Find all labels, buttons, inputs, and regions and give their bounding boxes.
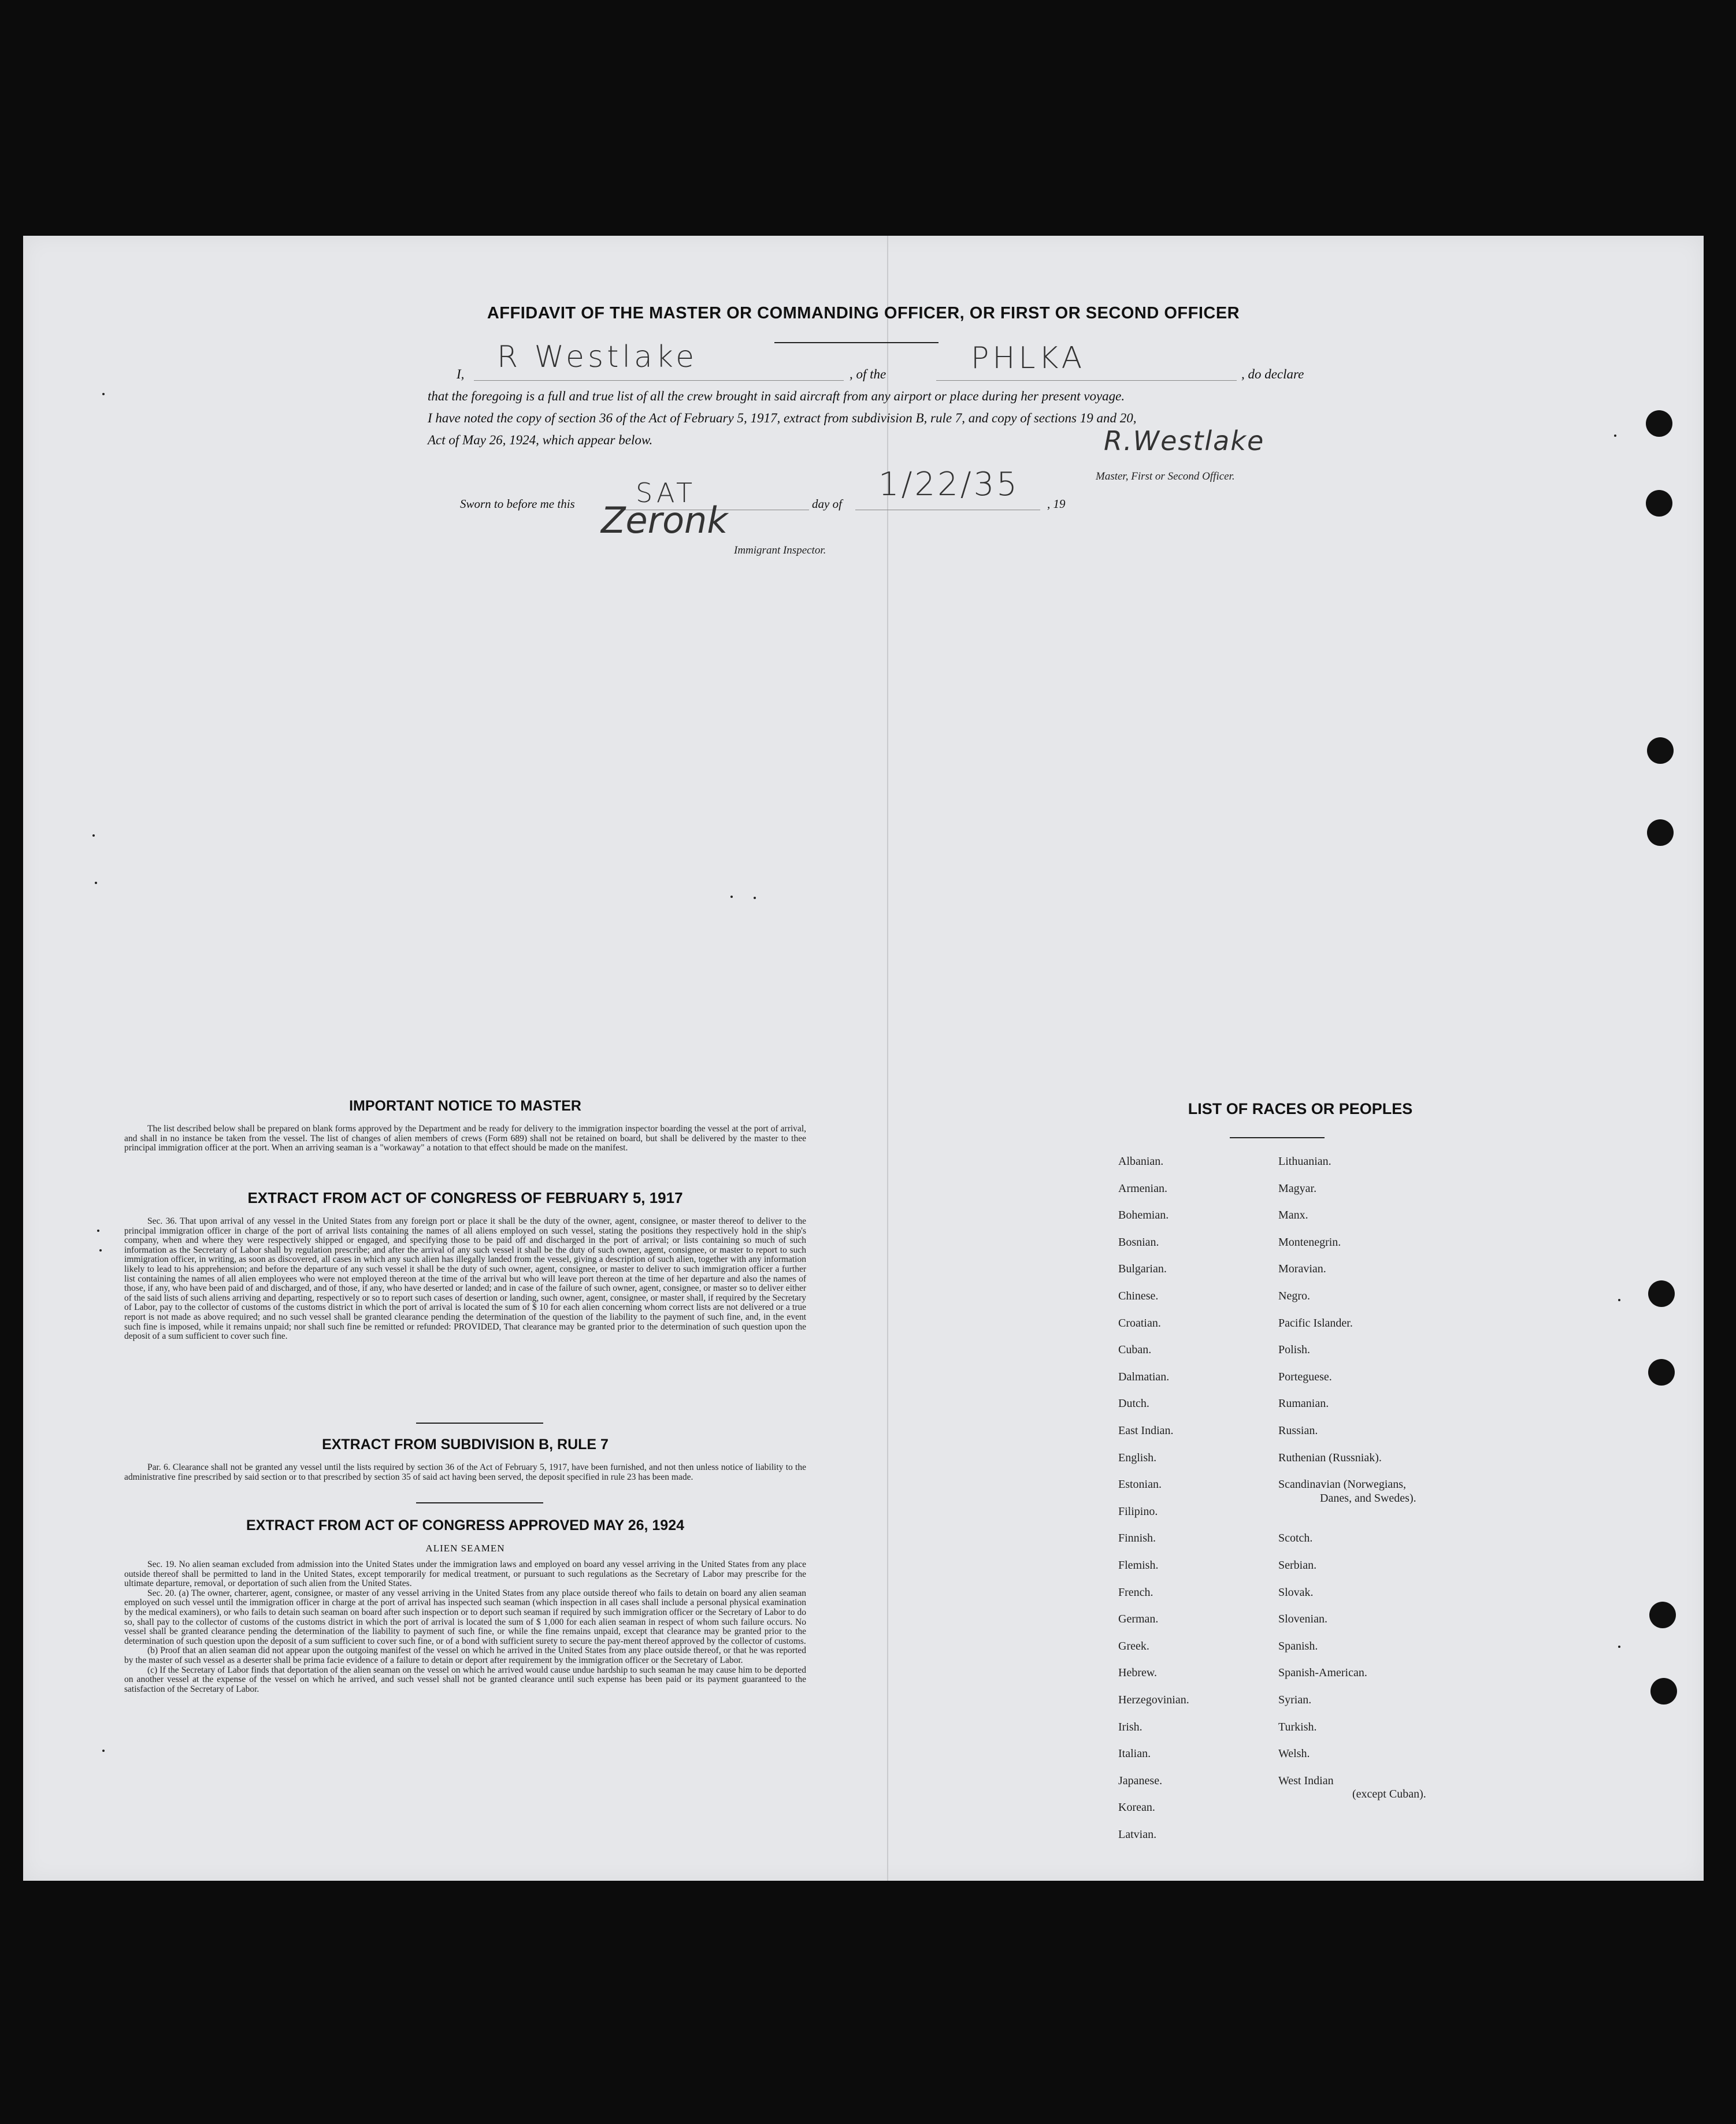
punch-hole [1648, 1359, 1675, 1386]
divider [416, 1423, 543, 1424]
extract-1924-body [124, 1560, 806, 1694]
races-title: LIST OF RACES OR PEOPLES [1188, 1100, 1413, 1117]
title-rule [774, 342, 939, 343]
speck [1614, 435, 1616, 437]
race-item: German. [1118, 1613, 1159, 1626]
day-of-label: day of [812, 497, 842, 511]
punch-hole [1647, 737, 1674, 764]
race-item: Dalmatian. [1118, 1370, 1170, 1383]
race-item: Bohemian. [1118, 1209, 1169, 1222]
handwritten-sworn-day: SAT [636, 477, 696, 508]
notice-body [124, 1124, 806, 1153]
race-item: English. [1118, 1451, 1157, 1464]
subdivision-b-body [124, 1463, 806, 1482]
extract-1917-title: EXTRACT FROM ACT OF CONGRESS OF FEBRUARY 5, 1917 [247, 1189, 683, 1206]
affidavit-line-2: that the foregoing is a full and true list of all the crew brought in said aircraft from any airport or place during her present voyage. [428, 389, 1125, 403]
subdivision-b-text: Par. 6. Clearance shall not be granted any vessel until the lists required by section 36 of the Act of February 5, 1917, have been furnished, and not then unless notice of liability to the administrative fine prescribed by said section or to that prescribed by section 35 of said act having been served, the deposit specified in rule 23 has been made. [124, 1462, 806, 1482]
race-item: Dutch. [1118, 1397, 1149, 1410]
race-item: French. [1118, 1585, 1153, 1599]
race-item: Moravian. [1278, 1262, 1326, 1276]
race-item: Ruthenian (Russniak). [1278, 1451, 1382, 1464]
race-item: Danes, and Swedes). [1320, 1491, 1416, 1505]
name-line [474, 380, 844, 381]
speck [92, 834, 95, 837]
race-item: Montenegrin. [1278, 1235, 1341, 1249]
race-item: West Indian [1278, 1774, 1334, 1787]
handwritten-date: 1/22/35 [878, 466, 1019, 503]
race-item: Scotch. [1278, 1532, 1313, 1545]
race-item: Bosnian. [1118, 1235, 1159, 1249]
subdivision-b-title: EXTRACT FROM SUBDIVISION B, RULE 7 [322, 1436, 609, 1453]
race-item: Finnish. [1118, 1532, 1156, 1545]
race-item: Japanese. [1118, 1774, 1163, 1787]
punch-hole [1646, 410, 1672, 437]
punch-hole [1647, 819, 1674, 846]
race-item: Welsh. [1278, 1747, 1310, 1761]
affidavit-title: AFFIDAVIT OF THE MASTER OR COMMANDING OFFICER, OR FIRST OR SECOND OFFICER [487, 304, 1240, 322]
sworn-label: Sworn to before me this [460, 497, 575, 511]
race-item: Porteguese. [1278, 1370, 1332, 1383]
race-item: East Indian. [1118, 1424, 1174, 1437]
inspector-signature: Zeronk [601, 499, 728, 541]
race-item: Serbian. [1278, 1559, 1317, 1572]
extract-1917-text: Sec. 36. That upon arrival of any vessel in the United States from any foreign port or place it shall be the duty of the owner, agent, consignee, or master thereof to deliver to the principal immigration officer in charge of the port of arrival lists containing the names of all aliens employed on such vessel, stating the positions they respectively hold in the ship's company, when and where they were respectively shipped or engaged, and specifying those to be paid off and discharged in the port of arrival; or lists containing so much of such information as the Secretary of Labor shall by regulation prescribe; and after the arrival of any such vessel it shall be the duty of such owner, agent, consignee, or master to report to such immigration officer, in writing, as soon as discovered, all cases in which any such alien has illegally landed from the vessel, giving a description of such alien, together with any information likely to lead to his apprehension; and before the departure of any such vessel it shall be the duty of such owner, agent, consignee, or master to deliver to such immigration officer a further list containing the names of all alien employees who were not employed thereon at the time of the arrival but who will leave port thereon at the time of her departure and also the names of those, if any, who have been paid of and discharged, and of those, if any, who have deserted or landed; and in case of the failure of such owner, agent, consignee, or master so to deliver either of the said lists of such aliens arriving and departing, respectively or so to report such cases of desertion or landing, such owner, agent, consignee, or master shall, if required by the Secretary of Labor, pay to the collector of customs of the customs district in which the port of arrival is located the sum of $ 10 for each alien concerning whom correct lists are not delivered or a true report is not made as above required; and no such vessel shall be granted clearance pending the determination of the question of the liability to the payment of such fine, and, in the event such fine is imposed, while it remains unpaid; nor shall such fine be remitted or refunded: PROVIDED, That clearance may be granted prior to the determination of such question upon the deposit of a sum sufficient to cover such fine. [124, 1216, 806, 1342]
race-item: Flemish. [1118, 1559, 1159, 1572]
sec-20b-text: (b) Proof that an alien seaman did not appear upon the outgoing manifest of the vessel on which he arrived in the United States from any place outside thereof, or that he was reported by the master of such vessel as a deserter shall be prima facie evidence of a failure to detain or deport after requirement by the immigration officer or the Secretary of Labor. [124, 1646, 806, 1665]
race-item: Manx. [1278, 1209, 1308, 1222]
race-item: Italian. [1118, 1747, 1151, 1761]
race-item: Cuban. [1118, 1343, 1152, 1357]
race-item: Bulgarian. [1118, 1262, 1167, 1276]
punch-hole [1648, 1280, 1675, 1307]
race-item: Syrian. [1278, 1694, 1312, 1706]
race-item: Korean. [1118, 1801, 1155, 1814]
notice-title: IMPORTANT NOTICE TO MASTER [349, 1098, 581, 1114]
sec-20a-text: Sec. 20. (a) The owner, charterer, agent, consignee, or master of any vessel arriving in the United States from any place outside thereof who fails to detain on board any alien seaman employed on such vessel until the immigration officer in charge at the port of arrival has inspected such seaman (which inspection in all cases shall include a personal physical examination by the medical examiners), or who fails to detain such seaman on board after such inspection or to deport such seaman if required by such immigration officer or the Secretary of Labor to do so, shall pay to the collector of customs of the customs district in which the port of arrival is located the sum of $ 1,000 for each alien seaman in respect of whom such failure occurs. No vessel shall be granted clearance pending the determination of the liability to payment of such fine, or while the fine remains unpaid, except that clearance may be granted prior to the determination of such question upon the deposit of a sum sufficient to cover such fine, or of a bond with sufficient surety to secure the pay-ment thereof approved by the collector of customs. [124, 1588, 806, 1646]
speck [754, 897, 756, 899]
document-page [23, 236, 1704, 1881]
race-item: Hebrew. [1118, 1666, 1158, 1680]
sec-19-text: Sec. 19. No alien seaman excluded from admission into the United States under the immigration laws and employed on board any vessel arriving in the United States from any place outside thereof shall be permitted to land in the United States, except temporarily for medical treatment, or pursuant to such regulations as the Secretary of Labor may prescribe for the ultimate departure, removal, or deportation of such alien from the United States. [124, 1559, 806, 1589]
handwritten-vessel: PHLKA [971, 341, 1086, 376]
alien-seamen-subtitle: ALIEN SEAMEN [425, 1543, 505, 1554]
affidavit-of-the: , of the [850, 367, 886, 381]
speck [97, 1230, 99, 1232]
speck [1618, 1646, 1620, 1648]
affidavit-line-3: I have noted the copy of section 36 of the Act of February 5, 1917, extract from subdivision B, rule 7, and copy of sections 19 and 20, [428, 411, 1137, 425]
divider [416, 1502, 543, 1503]
sec-20c-text: (c) If the Secretary of Labor finds that deportation of the alien seaman on the vessel on which he arrived would cause undue hardship to such seaman he may cause him to be deported on another vessel at the expense of the vessel on which he arrived, and such vessel shall not be granted clearance until such expense has been paid or its payment guaranteed to the satisfaction of the Secretary of Labor. [124, 1665, 806, 1694]
race-item: Croatian. [1118, 1316, 1161, 1330]
year-label: , 19 [1047, 497, 1066, 511]
race-item: Magyar. [1278, 1182, 1317, 1195]
speck [99, 1249, 102, 1252]
inspector-caption: Immigrant Inspector. [734, 544, 826, 556]
race-item: Rumanian. [1278, 1397, 1329, 1410]
punch-hole [1649, 1602, 1676, 1628]
race-item: Spanish. [1278, 1639, 1318, 1653]
affidavit-i: I, [457, 367, 465, 381]
race-item: Filipino. [1118, 1505, 1158, 1518]
race-item: Estonian. [1118, 1478, 1162, 1491]
punch-hole [1650, 1678, 1677, 1705]
race-item: Herzegovinian. [1118, 1694, 1189, 1706]
race-item: Lithuanian. [1278, 1155, 1331, 1168]
speck [95, 882, 97, 884]
race-item: Spanish-American. [1278, 1666, 1367, 1680]
race-item: Greek. [1118, 1639, 1149, 1653]
race-item: Polish. [1278, 1343, 1311, 1357]
race-item: Slovak. [1278, 1585, 1314, 1599]
speck [102, 393, 105, 395]
race-item: (except Cuban). [1352, 1788, 1426, 1801]
notice-text: The list described below shall be prepared on blank forms approved by the Department and be ready for delivery to the immigration inspector boarding the vessel at the port of arrival, and shall in no instance be taken from the vessel. The list of changes of alien members of crews (Form 689) shall not be retained on board, but shall be delivered by the master to thee principal immigration officer at the port. When an arriving seaman is a "workaway" a notation to that effect should be made on the manifest. [124, 1124, 806, 1153]
race-item: Armenian. [1118, 1182, 1167, 1195]
race-item: Latvian. [1118, 1828, 1157, 1841]
vessel-line [936, 380, 1237, 381]
extract-1924-title: EXTRACT FROM ACT OF CONGRESS APPROVED MAY 26, 1924 [246, 1517, 685, 1533]
races-title-rule [1230, 1137, 1325, 1138]
race-item: Turkish. [1278, 1720, 1317, 1733]
handwritten-name: R Westlake [497, 340, 698, 374]
speck [1618, 1299, 1620, 1301]
affidavit-do-declare: , do declare [1241, 367, 1304, 381]
speck [102, 1750, 105, 1752]
race-item: Pacific Islander. [1278, 1316, 1353, 1330]
punch-hole [1646, 490, 1672, 517]
affidavit-line-4: Act of May 26, 1924, which appear below. [428, 433, 653, 447]
race-item: Albanian. [1118, 1155, 1164, 1168]
race-item: Russian. [1278, 1424, 1318, 1437]
race-item: Chinese. [1118, 1290, 1159, 1302]
extract-1917-body [124, 1217, 806, 1342]
master-signature: R.Westlake [1104, 425, 1265, 456]
race-item: Slovenian. [1278, 1613, 1327, 1626]
race-item: Negro. [1278, 1290, 1310, 1302]
race-item: Irish. [1118, 1720, 1143, 1733]
master-caption: Master, First or Second Officer. [1096, 470, 1235, 482]
race-item: Scandinavian (Norwegians, [1278, 1478, 1407, 1491]
speck [730, 896, 733, 898]
